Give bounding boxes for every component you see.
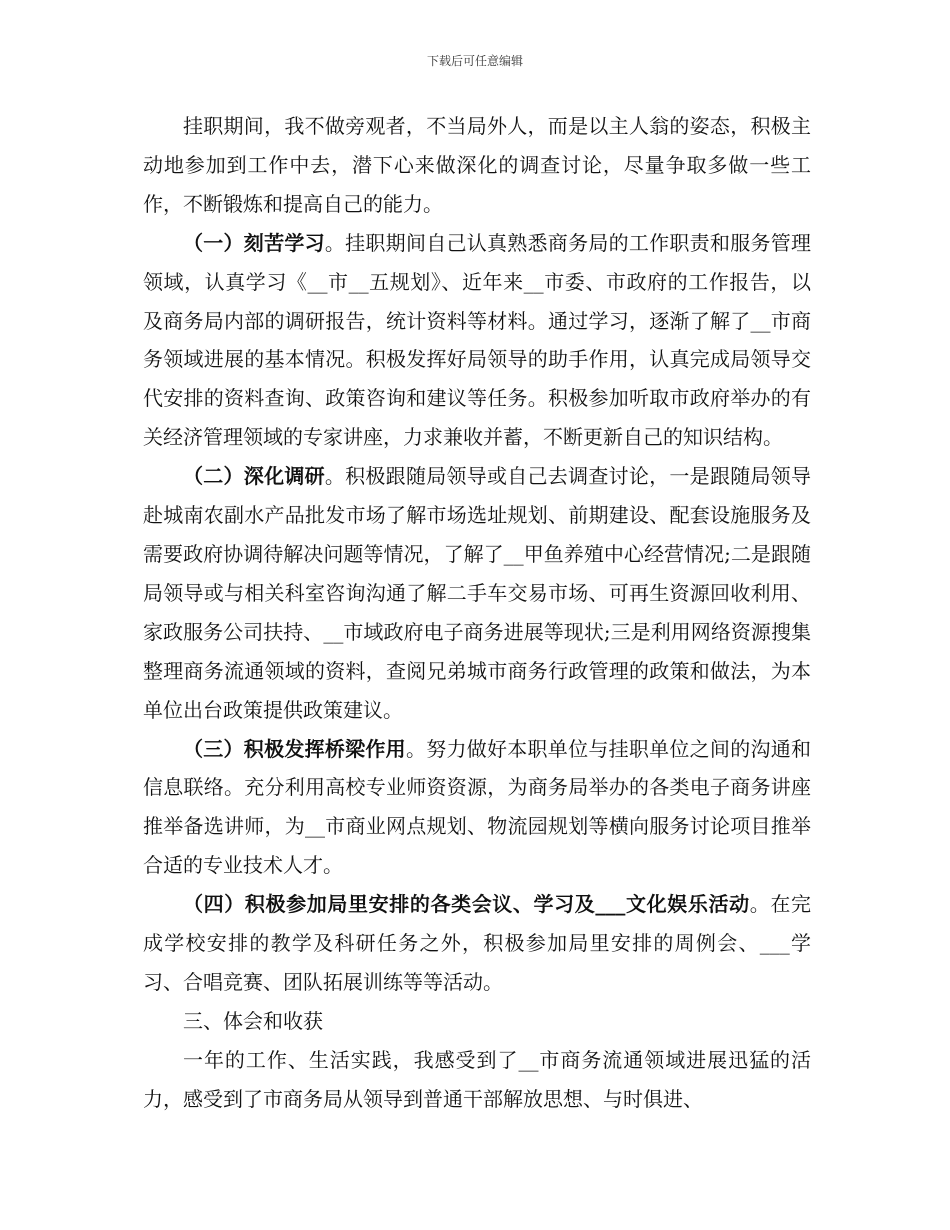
paragraph-text: 。积极跟随局领导或自己去调查讨论，一是跟随局领导赴城南农副水产品批发市场了解市场选址规划、前期建设、配套设施服务及需要政府协调待解决问题等情况，了解了__甲鱼养殖中心经营情况;二是跟随局领导或与相关科室咨询沟通了解二手车交易市场、可再生资源回收利用、家政服务公司扶持、__市域政府电子商务进展等现状;三是利用网络资源搜集整理商务流通领域的资料，查阅兄弟城市商务行政管理的政策和做法，为本单位出台政策提供政策建议。 bbox=[143, 464, 812, 722]
paragraph-lead: （一）刻苦学习 bbox=[183, 230, 325, 255]
paragraph-text: 挂职期间，我不做旁观者，不当局外人，而是以主人翁的姿态，积极主动地参加到工作中去，潜下心来做深化的调查讨论，尽量争取多做一些工作，不断锻炼和提高自己的能力。 bbox=[143, 114, 811, 216]
page-header: 下载后可任意编辑 bbox=[426, 54, 523, 68]
paragraph-lead: （二）深化调研 bbox=[183, 464, 325, 489]
paragraph-study bbox=[143, 224, 811, 457]
paragraph-text: 。在完成学校安排的教学及科研任务之外，积极参加局里安排的周例会、___学习、合唱竞赛、团队拓展训练等等活动。 bbox=[143, 892, 812, 994]
paragraph-lead: （三）积极发挥桥梁作用 bbox=[183, 736, 406, 761]
paragraph-text: 。努力做好本职单位与挂职单位之间的沟通和信息联络。充分利用高校专业师资资源，为商务局举办的各类电子商务讲座推举备选讲师，为__市商业网点规划、物流园规划等横向服务讨论项目推举合适的专业技术人才。 bbox=[143, 736, 812, 878]
paragraph-text: 。挂职期间自己认真熟悉商务局的工作职责和服务管理领域，认真学习《__市__五规划》、近年来__市委、市政府的工作报告，以及商务局内部的调研报告，统计资料等材料。通过学习，逐渐了解了__市商务领域进展的基本情况。积极发挥好局领导的助手作用，认真完成局领导交代安排的资料查询、政策咨询和建议等任务。积极参加听取市政府举办的有关经济管理领域的专家讲座，力求兼收并蓄，不断更新自己的知识结构。 bbox=[143, 230, 812, 450]
paragraph-closing: 一年的工作、生活实践，我感受到了__市商务流通领域进展迅猛的活力，感受到了市商务局从领导到普通干部解放思想、与时俱进、 bbox=[143, 1047, 811, 1111]
paragraph-activities bbox=[143, 885, 811, 1002]
paragraph-bridge bbox=[143, 730, 811, 886]
paragraph-intro bbox=[143, 107, 811, 224]
paragraph-lead: （四）积极参加局里安排的各类会议、学习及___文化娱乐活动 bbox=[183, 892, 750, 917]
document-body bbox=[143, 107, 811, 1119]
paragraph-research bbox=[143, 457, 811, 729]
section-heading: 三、体会和收获 bbox=[183, 1008, 323, 1033]
